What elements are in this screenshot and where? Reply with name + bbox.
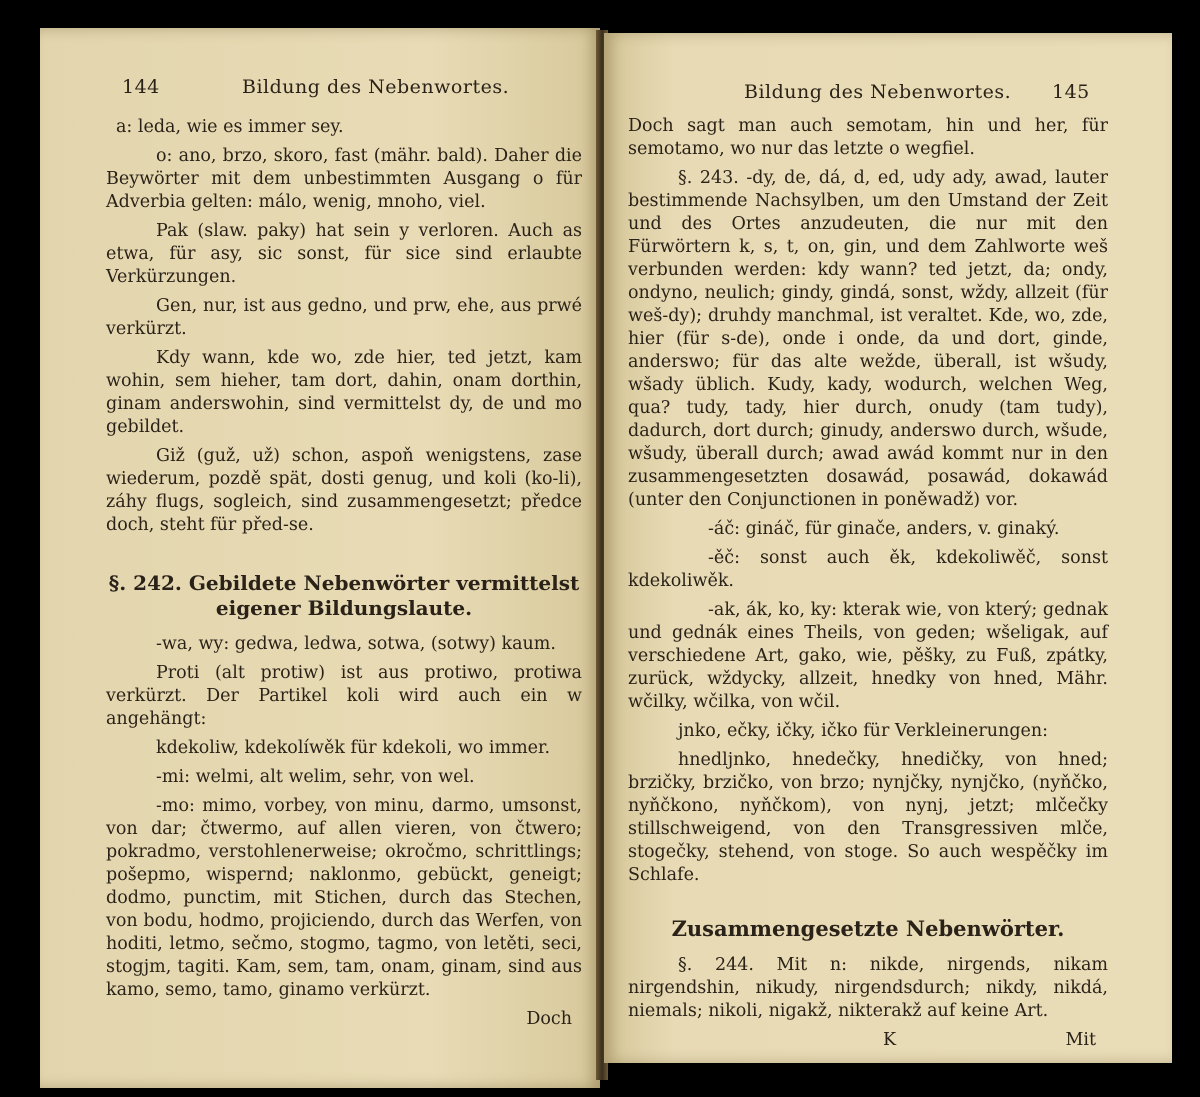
paragraph: a: leda, wie es immer sey. [116,117,344,137]
page-body [106,116,582,1031]
left-page [40,28,600,1088]
paragraph: §. 244. Mit n: nikde, nirgends, nikam nirgendshin, nikudy, nirgendsdurch; nikdy, nikdá, niemals; nikoli, nigakž, nikterakž auf keine Art. [628,955,1108,1021]
page-body [628,115,1108,1055]
paragraph: Doch sagt man auch semotam, hin und her, für semotamo, wo nur das letzte o wegfiel. [628,116,1108,159]
section-heading: §. 242. Gebildete Nebenwörter vermittelst eigener Bildungslaute. [108,571,580,620]
catchword: Doch [526,1009,572,1029]
paragraph: -ak, ák, ko, ky: kterak wie, von který; gednak und gednák eines Theils, von geden; wšeligak, auf verschiedene Art, gako, wie, pěšky, zu Fuß, zpátky, zurück, wždycky, allzeit, hnedky von hned, Mähr. wčilky, wčilka, von wčil. [628,600,1108,712]
running-head: Bildung des Nebenwortes. [242,76,510,98]
paragraph: Pak (slaw. paky) hat sein y verloren. Auch as etwa, für asy, sic sonst, für sice sind erlaubte Verkürzungen. [106,221,582,287]
paragraph: Proti (alt protiw) ist aus protiwo, protiwa verkürzt. Der Partikel koli wird auch ein w angehängt: [106,663,582,729]
paragraph: o: ano, brzo, skoro, fast (mähr. bald). Daher die Beywörter mit dem unbestimmten Ausgang o für Adverbia gelten: málo, wenig, mnoho, viel. [106,146,582,212]
paragraph: -mo: mimo, vorbey, von minu, darmo, umsonst, von dar; čtwermo, auf allen vieren, von čtwero; pokradmo, verstohlenerweise; okročmo, schrittlings; pošepmo, wispernd; naklonmo, gebückt, geneigt; dodmo, punctim, mit Stichen, durch das Stechen, von bodu, hodmo, projiciendo, durch das Werfen, von hoditi, letmo, sečmo, stogmo, tagmo, von letěti, seci, stogjm, tagiti. Kam, sem, tam, onam, ginam, sind aus kamo, semo, tamo, ginamo verkürzt. [106,796,582,1000]
paragraph: Gen, nur, ist aus gedno, und prw, ehe, aus prwé verkürzt. [106,296,582,339]
section-heading: Zusammengesetzte Nebenwörter. [671,916,1065,941]
paragraph: hnedljnko, hnedečky, hnedičky, von hned; brzičky, brzičko, von brzo; nynjčky, nynjčko, (nyňčko, nyňčkono, nyňčkom), von nynj, jetzt; mlčečky stillschweigend, von den Transgressiven mlče, stogečky, stehend, von stoge. So auch wespěčky im Schlafe. [628,750,1108,885]
paragraph: -ěč: sonst auch ěk, kdekoliwěč, sonst kdekoliwěk. [628,548,1108,591]
page-number: 144 [122,76,160,98]
page-number: 145 [1052,81,1090,103]
page-footer [628,1029,1108,1055]
running-head: Bildung des Nebenwortes. [744,81,1012,103]
paragraph: -áč: gináč, für ginače, anders, v. ginaký. [708,519,1060,539]
paragraph: -mi: welmi, alt welim, sehr, von wel. [156,767,475,787]
paragraph: -wa, wy: gedwa, ledwa, sotwa, (sotwy) kaum. [156,634,556,654]
paragraph: jnko, ečky, ičky, ičko für Verkleinerungen: [678,721,1049,741]
paragraph: kdekoliw, kdekolíwěk für kdekoli, wo immer. [156,738,551,758]
signature-mark: K [883,1030,897,1050]
paragraph: §. 243. -dy, de, dá, d, ed, udy ady, awad, lauter bestimmende Nachsylben, um den Umstand der Zeit und des Ortes anzudeuten, die nur mit den Fürwörtern k, s, t, on, gin, und dem Zahlworte weš verbunden werden: kdy wann? ted jetzt, da; ondy, ondyno, neulich; gindy, gindá, sonst, wždy, allzeit (für weš-dy); druhdy manchmal, ist veraltet. Kde, wo, zde, hier (für s-de), onde i onde, da und dort, ginde, anderswo; für das alte wežde, überall, ist wšudy, wšady üblich. Kudy, kady, wodurch, welchen Weg, qua? tudy, tady, hier durch, onudy (tam tudy), dadurch, dort durch; ginudy, anderswo durch, wšude, wšudy, überall durch; awad awád kommt nur in den zusammengesetzten dosawád, posawád, dokawád (unter den Conjunctionen in poněwadž) vor. [628,168,1108,510]
paragraph: Kdy wann, kde wo, zde hier, ted jetzt, kam wohin, sem hieher, tam dort, dahin, onam dorthin, ginam anderswohin, sind vermittelst dy, de und mo gebildet. [106,348,582,437]
right-page [604,33,1172,1063]
catchword: Mit [1065,1030,1096,1050]
paragraph: Giž (guž, už) schon, aspoň wenigstens, zase wiederum, pozdě spät, dosti genug, und koli (ko-li), záhy flugs, sogleich, sind zusammengesetzt; předce doch, steht für před-se. [106,446,582,535]
